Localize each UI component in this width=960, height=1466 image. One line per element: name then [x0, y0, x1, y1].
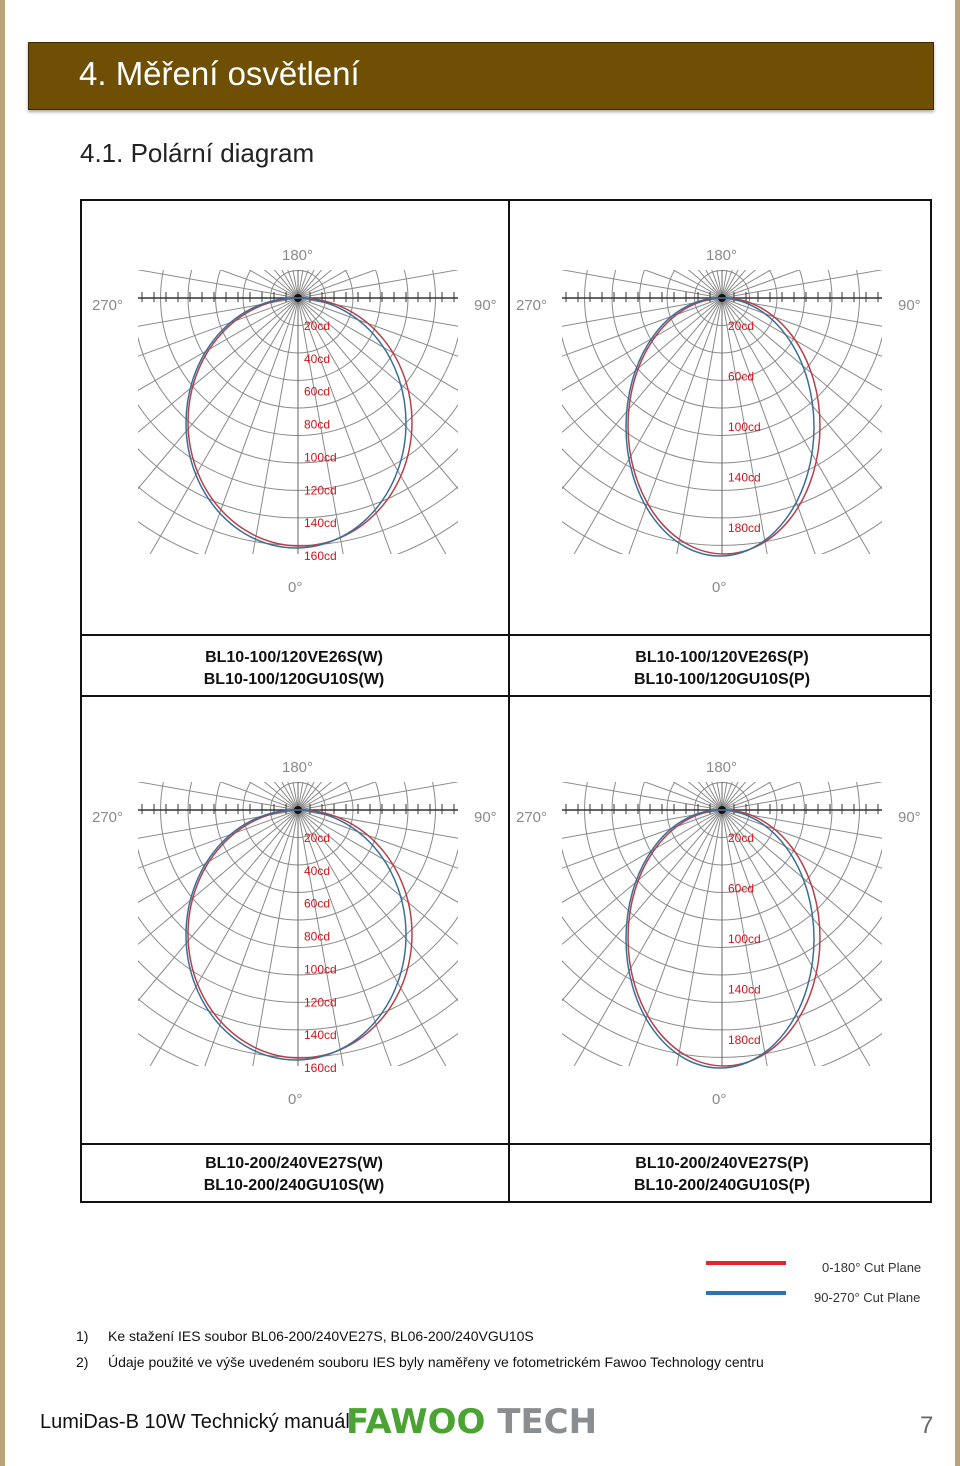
table-divider [82, 634, 930, 636]
grid-radial [86, 240, 298, 298]
grid-radial [510, 298, 722, 604]
grid-radial [510, 810, 722, 947]
ring-label: 20cd [304, 831, 331, 845]
grid-radial [86, 752, 298, 810]
subsection-title: 4.1. Polární diagram [80, 138, 315, 168]
legend-label: 90-270° Cut Plane [814, 1290, 921, 1305]
angle-label-bottom: 0° [712, 1091, 727, 1108]
grid-radial [298, 240, 500, 298]
angle-label-bottom: 0° [288, 1091, 303, 1108]
grid-radial [298, 752, 435, 810]
grid-radial [653, 810, 722, 1122]
angle-label-top: 180° [706, 247, 738, 264]
polar-grid-svg [510, 240, 924, 610]
ring-label: 140cd [728, 470, 761, 485]
grid-radial [298, 752, 498, 810]
section-header [28, 42, 934, 110]
angle-label-right: 90° [898, 297, 921, 314]
grid-radial [722, 240, 922, 298]
ring-label: 140cd [304, 516, 337, 531]
grid-radial [86, 752, 298, 810]
ring-label: 180cd [728, 521, 761, 535]
grid-radial [722, 752, 924, 810]
grid-radial [510, 240, 722, 298]
ring-label: 60cd [728, 881, 755, 896]
grid-radial [98, 752, 298, 810]
grid-radial [86, 240, 298, 298]
grid-radial [510, 240, 722, 298]
model-name: BL10-100/120VE26S(W) [205, 649, 383, 666]
ring-label: 120cd [304, 483, 337, 498]
ring-label: 60cd [304, 384, 331, 399]
ring-label: 20cd [304, 319, 331, 333]
grid-radial [298, 752, 500, 810]
ring-label: 100cd [728, 932, 761, 946]
grid-ring [86, 752, 500, 1057]
ring-label: 80cd [304, 929, 331, 944]
grid-radial [722, 298, 791, 610]
grid-radial [722, 240, 924, 298]
grid-radial [585, 752, 722, 810]
grid-radial [86, 240, 298, 298]
model-label-4 [510, 1153, 934, 1197]
note-item [76, 1354, 764, 1370]
model-name: BL10-200/240GU10S(P) [633, 1177, 811, 1194]
footer-manual-title: LumiDas-B 10W Technický manuál [40, 1411, 350, 1433]
grid-radial [722, 240, 924, 298]
angle-label-bottom: 0° [288, 579, 303, 596]
ring-label: 80cd [304, 417, 331, 432]
model-label-3 [82, 1153, 506, 1197]
note-item [76, 1328, 534, 1344]
grid-radial [86, 752, 298, 810]
angle-label-left: 270° [516, 297, 548, 314]
legend-swatch-red [706, 1261, 786, 1265]
grid-radial [298, 240, 500, 298]
note-number: 1) [76, 1328, 89, 1344]
grid-radial [722, 752, 922, 810]
polar-diagram-2 [510, 240, 924, 610]
grid-radial [229, 298, 298, 610]
grid-radial [510, 298, 722, 435]
model-label-2 [510, 647, 934, 691]
polar-diagram-1 [86, 240, 500, 610]
table-divider [82, 1143, 930, 1145]
polar-grid-svg [86, 752, 500, 1122]
logo-text-fawoo: FAWOO [346, 1402, 486, 1442]
grid-radial [722, 752, 924, 810]
ring-label: 60cd [728, 369, 755, 384]
angle-label-right: 90° [474, 297, 497, 314]
polar-diagram-4 [510, 752, 924, 1122]
angle-label-left: 270° [92, 297, 124, 314]
grid-radial [86, 298, 298, 604]
curve-0-180 [628, 298, 820, 554]
grid-radial [298, 752, 500, 810]
ring-label: 100cd [304, 450, 337, 465]
grid-radial [86, 752, 298, 810]
ring-label: 180cd [728, 1033, 761, 1047]
legend-swatch-blue [706, 1291, 786, 1295]
model-name: BL10-200/240VE27S(P) [635, 1155, 809, 1172]
polar-grid-svg [510, 752, 924, 1122]
ring-label: 100cd [304, 962, 337, 977]
model-name: BL10-100/120GU10S(P) [633, 671, 811, 688]
grid-radial [86, 240, 298, 298]
grid-radial [722, 752, 924, 810]
note-text: Ke stažení IES soubor BL06-200/240VE27S, BL06-200/240VGU10S [108, 1328, 534, 1344]
fawoo-tech-logo [346, 1402, 597, 1442]
grid-radial [722, 752, 859, 810]
grid-ring [86, 240, 500, 545]
grid-radial [86, 752, 298, 810]
grid-radial [722, 810, 791, 1122]
angle-label-left: 270° [516, 809, 548, 826]
ring-label: 40cd [304, 351, 331, 366]
grid-radial [298, 240, 500, 298]
grid-radial [86, 810, 298, 947]
model-name: BL10-100/120VE26S(P) [635, 649, 809, 666]
ring-label: 20cd [728, 319, 755, 333]
grid-radial [722, 752, 924, 810]
right-border-rule [955, 0, 960, 1466]
grid-radial [722, 240, 924, 298]
ring-label: 40cd [304, 863, 331, 878]
model-name: BL10-100/120GU10S(W) [203, 671, 385, 688]
grid-radial [98, 240, 298, 298]
grid-radial [161, 240, 298, 298]
grid-radial [229, 810, 298, 1122]
ring-label: 160cd [304, 1061, 337, 1075]
angle-label-top: 180° [282, 759, 314, 776]
ring-label: 140cd [304, 1028, 337, 1043]
model-name: BL10-200/240VE27S(W) [205, 1155, 383, 1172]
polar-grid-svg [86, 240, 500, 610]
angle-label-top: 180° [706, 759, 738, 776]
grid-radial [722, 240, 859, 298]
ring-label: 160cd [304, 549, 337, 563]
model-label-1 [82, 647, 506, 691]
angle-label-left: 270° [92, 809, 124, 826]
logo-text-tech: TECH [497, 1402, 598, 1442]
grid-radial [86, 298, 298, 435]
ring-label: 20cd [728, 831, 755, 845]
grid-radial [86, 240, 298, 298]
grid-radial [161, 752, 298, 810]
curve-0-180 [628, 810, 820, 1066]
grid-radial [86, 810, 298, 1116]
grid-radial [510, 752, 722, 810]
grid-radial [522, 752, 722, 810]
angle-label-bottom: 0° [712, 579, 727, 596]
grid-ring [510, 752, 924, 1057]
grid-radial [298, 240, 435, 298]
ring-label: 120cd [304, 995, 337, 1010]
grid-radial [510, 752, 722, 810]
note-number: 2) [76, 1354, 89, 1370]
note-text: Údaje použité ve výše uvedeném souboru IES byly naměřeny ve fotometrickém Fawoo Technology centru [108, 1354, 764, 1370]
grid-ring [510, 240, 924, 545]
polar-diagram-3 [86, 752, 500, 1122]
grid-radial [298, 752, 500, 810]
angle-label-top: 180° [282, 247, 314, 264]
grid-radial [522, 240, 722, 298]
grid-radial [722, 240, 924, 298]
grid-radial [510, 752, 722, 810]
grid-radial [510, 240, 722, 298]
angle-label-right: 90° [474, 809, 497, 826]
grid-radial [510, 752, 722, 810]
ring-label: 60cd [304, 896, 331, 911]
grid-radial [722, 240, 924, 298]
ring-label: 140cd [728, 982, 761, 997]
grid-radial [585, 240, 722, 298]
grid-radial [298, 752, 500, 810]
grid-radial [510, 752, 722, 810]
grid-radial [298, 240, 500, 298]
grid-radial [722, 752, 924, 810]
grid-radial [510, 240, 722, 298]
angle-label-right: 90° [898, 809, 921, 826]
grid-radial [510, 240, 722, 298]
grid-radial [653, 298, 722, 610]
ring-label: 100cd [728, 420, 761, 434]
left-border-rule [0, 0, 5, 1466]
grid-radial [298, 752, 500, 810]
grid-radial [298, 240, 500, 298]
grid-radial [510, 810, 722, 1116]
page-number: 7 [920, 1412, 934, 1439]
grid-radial [298, 240, 498, 298]
model-name: BL10-200/240GU10S(W) [203, 1177, 385, 1194]
section-title: 4. Měření osvětlení [79, 55, 360, 92]
legend-label: 0-180° Cut Plane [822, 1260, 922, 1275]
table-divider [82, 695, 930, 697]
